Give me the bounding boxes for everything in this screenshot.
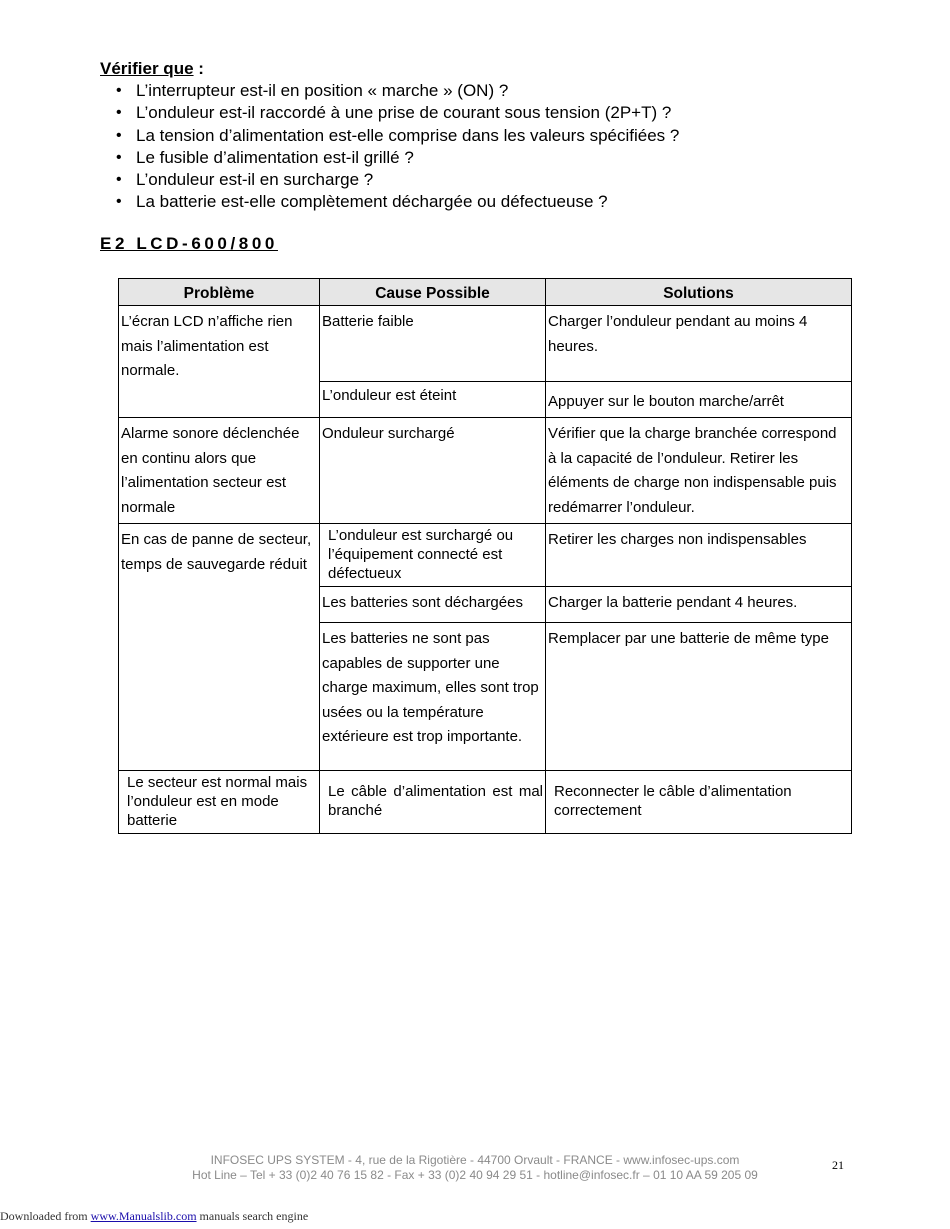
cause-cell: Onduleur surchargé <box>320 418 546 524</box>
cause-cell: L’onduleur est surchargé ou l’équipement connecté est défectueux <box>320 524 546 587</box>
download-suffix: manuals search engine <box>196 1209 309 1223</box>
checklist-item-text: L’onduleur est-il raccordé à une prise de courant sous tension (2P+T) ? <box>136 103 672 123</box>
table-header-row <box>119 279 852 306</box>
download-prefix: Downloaded from <box>0 1209 91 1223</box>
checklist-item-text: L’interrupteur est-il en position « marche » (ON) ? <box>136 81 509 100</box>
page-number: 21 <box>832 1158 844 1172</box>
bullet-icon: • <box>116 104 122 122</box>
problem-cell: L’écran LCD n’affiche rien mais l’alimentation est normale. <box>119 306 320 418</box>
bullet-icon: • <box>116 148 122 166</box>
checklist-item <box>116 80 900 102</box>
header-problem: Problème <box>119 279 320 306</box>
checklist-title-text: Vérifier que <box>100 59 194 78</box>
table-row <box>119 306 852 382</box>
cause-cell: Les batteries sont déchargées <box>320 587 546 623</box>
checklist-item-text: L’onduleur est-il en surcharge ? <box>136 170 374 190</box>
table-row <box>119 524 852 587</box>
download-note <box>0 1209 308 1224</box>
cause-cell: Le câble d’alimentation est mal branché <box>320 771 546 834</box>
cause-cell: Batterie faible <box>320 306 546 382</box>
checklist-item <box>116 102 900 124</box>
solution-cell: Remplacer par une batterie de même type <box>546 623 852 771</box>
solution-cell: Vérifier que la charge branchée correspond à la capacité de l’onduleur. Retirer les éléments de charge non indispensable puis redémarrer l’onduleur. <box>546 418 852 524</box>
checklist-item-text: La tension d’alimentation est-elle comprise dans les valeurs spécifiées ? <box>136 125 680 145</box>
header-cause: Cause Possible <box>320 279 546 306</box>
footer-contact: Hot Line – Tel + 33 (0)2 40 76 15 82 - Fax + 33 (0)2 40 94 29 51 - hotline@infosec.fr – 01 10 AA 59 205 09 <box>192 1167 758 1182</box>
checklist-item <box>116 169 900 191</box>
section-title: E2 LCD-600/800 <box>100 234 278 253</box>
cause-cell: Les batteries ne sont pas capables de supporter une charge maximum, elles sont trop usées ou la température extérieure est trop importante. <box>320 623 546 771</box>
problem-cell: Alarme sonore déclenchée en continu alors que l’alimentation secteur est normale <box>119 418 320 524</box>
solution-cell: Retirer les charges non indispensables <box>546 524 852 587</box>
checklist-item <box>116 191 900 213</box>
checklist <box>100 80 900 214</box>
table-row <box>119 771 852 834</box>
checklist-item <box>116 147 900 169</box>
bullet-icon: • <box>116 193 122 211</box>
cause-cell: L’onduleur est éteint <box>320 382 546 418</box>
checklist-section <box>100 58 900 214</box>
checklist-item <box>116 125 900 147</box>
manualslib-link[interactable]: www.Manualslib.com <box>90 1209 197 1223</box>
bullet-icon: • <box>116 82 122 99</box>
checklist-item-text: Le fusible d’alimentation est-il grillé ? <box>136 147 414 167</box>
solution-cell: Reconnecter le câble d’alimentation correctement <box>546 771 852 834</box>
solution-cell: Appuyer sur le bouton marche/arrêt <box>546 382 852 418</box>
troubleshooting-table <box>118 278 852 834</box>
checklist-title <box>100 58 900 80</box>
checklist-title-colon: : <box>193 59 204 78</box>
problem-cell: En cas de panne de secteur, temps de sauvegarde réduit <box>119 524 320 771</box>
solution-cell: Charger la batterie pendant 4 heures. <box>546 587 852 623</box>
bullet-icon: • <box>116 171 122 189</box>
checklist-item-text: La batterie est-elle complètement déchargée ou défectueuse ? <box>136 192 608 212</box>
footer-address: INFOSEC UPS SYSTEM - 4, rue de la Rigotière - 44700 Orvault - FRANCE - www.infosec-ups.com <box>210 1153 740 1167</box>
page-footer <box>0 1153 950 1182</box>
problem-cell: Le secteur est normal mais l’onduleur est en mode batterie <box>119 771 320 834</box>
bullet-icon: • <box>116 126 122 144</box>
table-row <box>119 418 852 524</box>
header-solutions: Solutions <box>546 279 852 306</box>
solution-cell: Charger l’onduleur pendant au moins 4 heures. <box>546 306 852 382</box>
